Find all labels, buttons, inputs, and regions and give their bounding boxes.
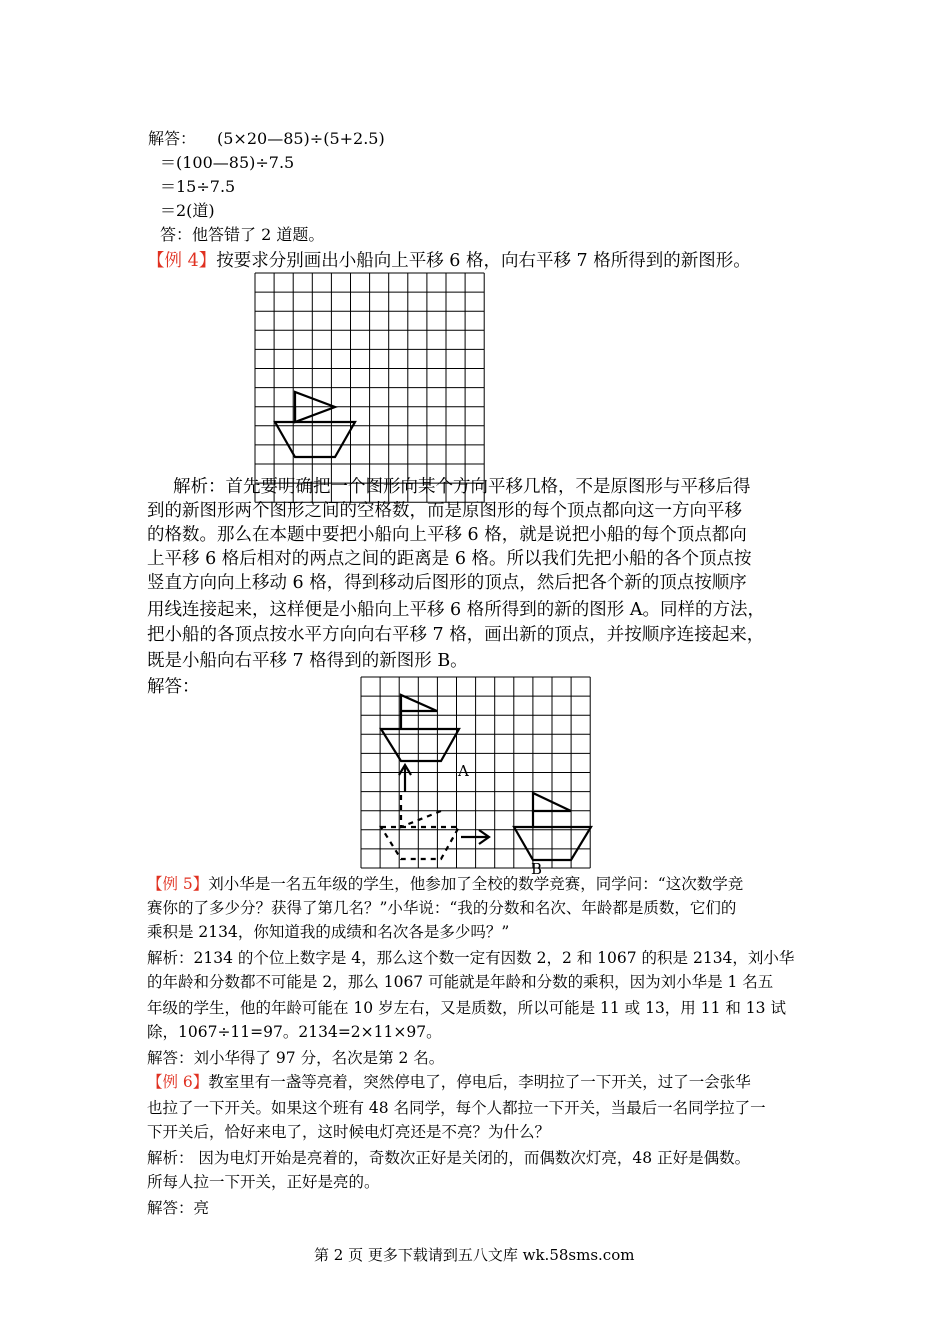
example5-question-3: 乘积是 2134，你知道我的成绩和名次各是多少吗？” <box>147 923 510 941</box>
boat-body <box>275 422 355 457</box>
boat-a-body <box>381 729 459 761</box>
example6-analysis-2: 所每人拉一下开关，正好是亮的。 <box>147 1173 380 1191</box>
example5-question-1: 【例 5】刘小华是一名五年级的学生，他参加了全校的数学竞赛，同学问：“这次数学竞 <box>147 875 744 893</box>
example4-analysis-6: 用线连接起来，这样便是小船向上平移 6 格所得到的新的图形 A。同样的方法， <box>147 600 765 620</box>
solution-step-3: ＝2(道) <box>160 201 215 220</box>
example4-analysis-5: 竖直方向向上移动 6 格，得到移动后图形的顶点，然后把各个新的顶点按顺序 <box>147 573 747 593</box>
example5-tag: 【例 5】 <box>147 875 209 893</box>
solution-step-1: ＝(100—85)÷7.5 <box>160 153 295 172</box>
solution-expression: (5×20—85)÷(5+2.5) <box>217 129 385 148</box>
example6-question-2: 也拉了一下开关。如果这个班有 48 名同学，每个人都拉一下开关，当最后一名同学拉了一 <box>147 1099 766 1117</box>
grid-original-boat <box>255 273 485 473</box>
example5-analysis-3: 年级的学生，他的年龄可能在 10 岁左右，又是质数，所以可能是 11 或 13，用 11 和 13 试 <box>147 999 786 1017</box>
solution-label: 解答： <box>148 129 197 148</box>
example6-question-1: 【例 6】教室里有一盏等亮着，突然停电了，停电后，李明拉了一下开关，过了一会张华 <box>147 1073 751 1091</box>
example5-analysis-1: 解析：2134 的个位上数字是 4，那么这个数一定有因数 2，2 和 1067 的积是 2134，刘小华 <box>147 949 795 967</box>
example4-analysis-7: 把小船的各顶点按水平方向向右平移 7 格，画出新的顶点，并按顺序连接起来， <box>147 625 765 645</box>
example5-question-2: 赛你的了多少分？获得了第几名？”小华说：“我的分数和名次、年龄都是质数，它们的 <box>147 899 737 917</box>
page-footer: 第 2 页 更多下载请到五八文库 wk.58sms.com <box>314 1246 635 1264</box>
example4-tag: 【例 4】 <box>147 251 217 271</box>
example4-analysis-8: 既是小船向右平移 7 格得到的新图形 B。 <box>147 651 468 671</box>
grid-answer <box>361 677 591 877</box>
example4-question-text: 按要求分别画出小船向上平移 6 格，向右平移 7 格所得到的新图形。 <box>216 251 751 271</box>
solution-step-2: ＝15÷7.5 <box>160 177 236 196</box>
solution-answer: 答：他答错了 2 道题。 <box>160 225 325 244</box>
example4-analysis-4: 上平移 6 格后相对的两点之间的距离是 6 格。所以我们先把小船的各个顶点按 <box>147 549 752 569</box>
example4-question <box>147 248 751 274</box>
example4-analysis-1: 解析：首先要明确把一个图形向某个方向平移几格，不是原图形与平移后得 <box>173 477 751 497</box>
example6-answer: 解答：亮 <box>147 1199 210 1217</box>
example6-analysis-1: 解析： 因为电灯开始是亮着的，奇数次正好是关闭的，而偶数次灯亮，48 正好是偶数。 <box>147 1149 751 1167</box>
label-a: A <box>458 762 469 780</box>
label-b: B <box>531 860 543 878</box>
boat-a-sail <box>401 695 437 711</box>
example4-analysis-3: 的格数。那么在本题中要把小船向上平移 6 格，就是说把小船的每个顶点都向 <box>147 525 747 545</box>
example5-analysis-4: 除，1067÷11=97。2134=2×11×97。 <box>147 1023 442 1041</box>
example6-question-3: 下开关后，恰好来电了，这时候电灯亮还是不亮？为什么？ <box>147 1123 551 1141</box>
example4-analysis-2: 到的新图形两个图形之间的空格数，而是原图形的每个顶点都向这一方向平移 <box>147 501 742 521</box>
example5-analysis-2: 的年龄和分数都不可能是 2，那么 1067 可能就是年龄和分数的乘积，因为刘小华是 1 名五 <box>147 973 774 991</box>
example6-tag: 【例 6】 <box>147 1073 209 1091</box>
boat-original-body <box>381 827 459 859</box>
example5-answer: 解答：刘小华得了 97 分，名次是第 2 名。 <box>147 1049 445 1067</box>
example4-answer-label: 解答： <box>147 677 200 697</box>
